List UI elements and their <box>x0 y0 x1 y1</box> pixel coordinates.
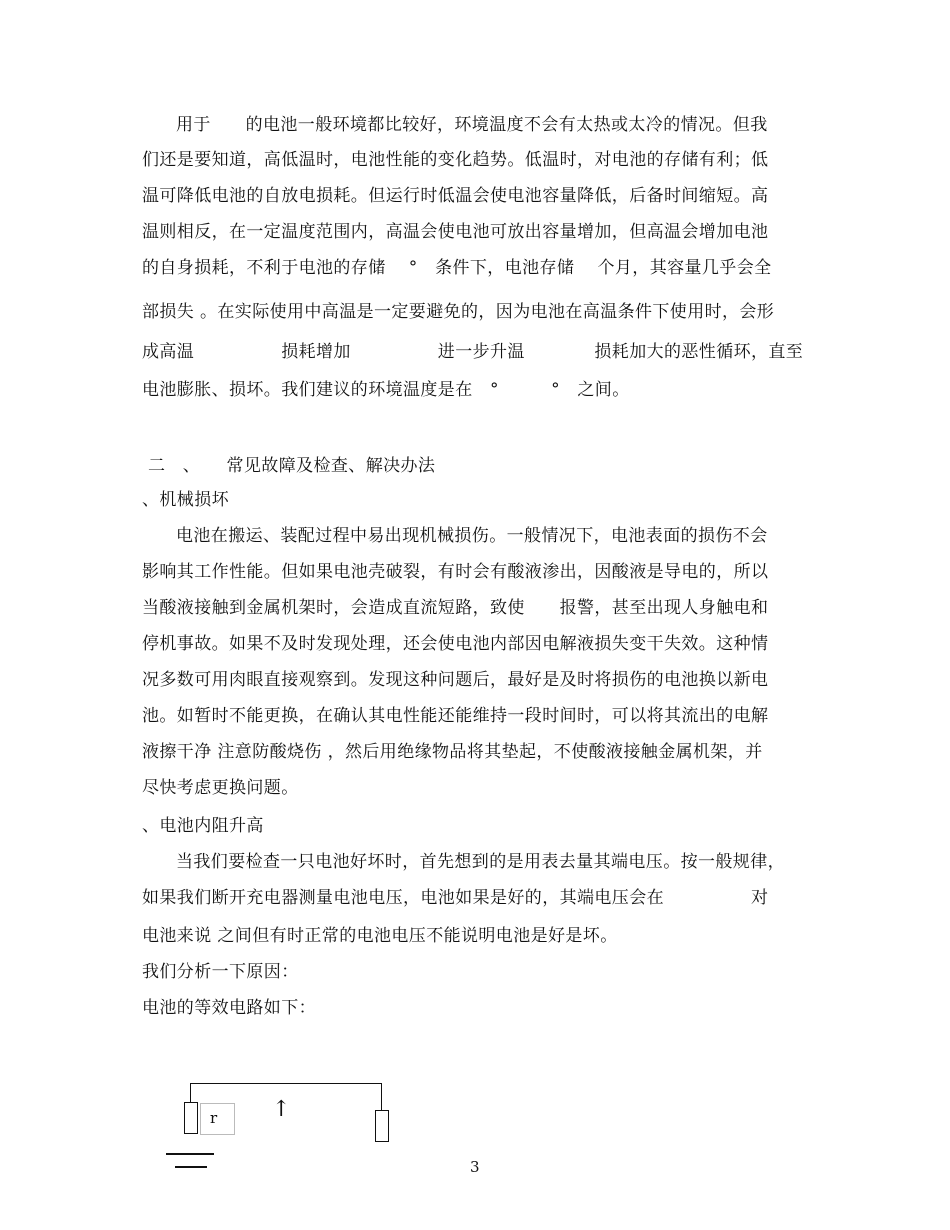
text-line: 当我们要检查一只电池好坏时，首先想到的是用表去量其端电压。按一般规律， <box>176 852 785 872</box>
text-line: 液擦干净 注意防酸烧伤 ，然后用绝缘物品将其垫起，不使酸液接触金属机架，并 <box>142 742 763 762</box>
text-line: 如果我们断开充电器测量电池电压，电池如果是好的，其端电压会在 对 <box>142 888 769 908</box>
text-line: 尽快考虑更换问题。 <box>142 778 299 798</box>
text-line: 电池在搬运、装配过程中易出现机械损伤。一般情况下，电池表面的损伤不会 <box>176 526 768 546</box>
current-arrow-icon: ↑ <box>272 1097 291 1122</box>
circuit-right-wire <box>381 1083 382 1111</box>
circuit-top-wire <box>190 1083 382 1084</box>
circuit-ground-line-short <box>175 1166 207 1168</box>
text-line: 电池膨胀、损坏。我们建议的环境温度是在 ° ° 之间。 <box>142 380 630 400</box>
section-heading: 二 、 常见故障及检查、解决办法 <box>148 456 436 476</box>
text-line: 影响其工作性能。但如果电池壳破裂，有时会有酸液渗出，因酸液是导电的，所以 <box>142 562 769 582</box>
subsection-heading-internal-resistance: 、电池内阻升高 <box>142 816 264 836</box>
circuit-right-element <box>375 1110 389 1142</box>
text-line: 成高温 损耗增加 进一步升温 损耗加大的恶性循环，直至 <box>142 342 804 362</box>
text-line: 的自身损耗，不利于电池的存储 ° 条件下，电池存储 个月，其容量几乎会全 <box>142 258 772 278</box>
text-line: 池。如暂时不能更换，在确认其电性能还能维持一段时间时，可以将其流出的电解 <box>142 706 769 726</box>
page-number: 3 <box>470 1158 480 1176</box>
text-line: 部损失 。在实际使用中高温是一定要避免的，因为电池在高温条件下使用时，会形 <box>142 302 775 322</box>
text-line: 用于 的电池一般环境都比较好，环境温度不会有太热或太冷的情况。但我 <box>176 115 768 135</box>
text-line: 电池的等效电路如下： <box>142 998 316 1018</box>
subsection-heading-mechanical-damage: 、机械损坏 <box>142 490 229 510</box>
text-line: 当酸液接触到金属机架时，会造成直流短路，致使 报警，甚至出现人身触电和 <box>142 598 769 618</box>
circuit-left-element <box>184 1102 198 1134</box>
internal-resistance-label: r <box>200 1103 235 1135</box>
text-line: 温可降低电池的自放电损耗。但运行时低温会使电池容量降低，后备时间缩短。高 <box>142 186 769 206</box>
circuit-left-wire <box>190 1083 191 1103</box>
text-line: 我们分析一下原因： <box>142 962 299 982</box>
circuit-ground-line-long <box>166 1153 214 1155</box>
text-line: 停机事故。如果不及时发现处理，还会使电池内部因电解液损失变干失效。这种情 <box>142 634 769 654</box>
text-line: 们还是要知道，高低温时，电池性能的变化趋势。低温时，对电池的存储有利；低 <box>142 150 769 170</box>
text-line: 况多数可用肉眼直接观察到。发现这种问题后，最好是及时将损伤的电池换以新电 <box>142 670 769 690</box>
text-line: 温则相反，在一定温度范围内，高温会使电池可放出容量增加，但高温会增加电池 <box>142 222 769 242</box>
equivalent-circuit-diagram <box>160 1075 400 1175</box>
text-line: 电池来说 之间但有时正常的电池电压不能说明电池是好是坏。 <box>142 926 618 946</box>
